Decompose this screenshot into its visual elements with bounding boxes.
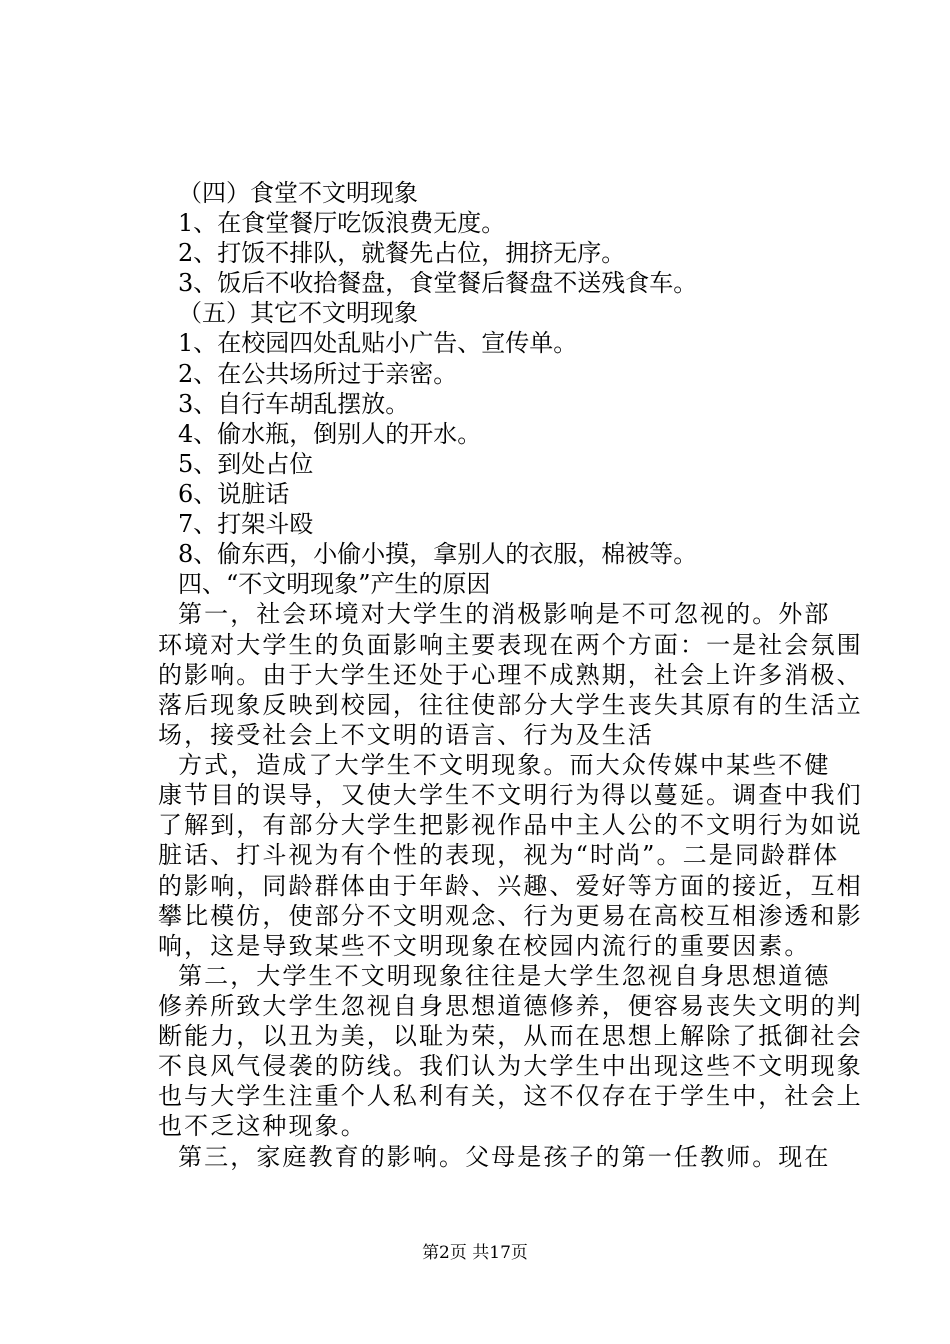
section-heading-canteen: （四）食堂不文明现象: [178, 179, 418, 207]
paragraph-line: 响，这是导致某些不文明现象在校园内流行的重要因素。: [158, 932, 811, 960]
list-item: 8、偷东西，小偷小摸，拿别人的衣服，棉被等。: [178, 540, 698, 568]
list-item: 7、打架斗殴: [178, 510, 314, 538]
paragraph-line: 场，接受社会上不文明的语言、行为及生活: [158, 721, 654, 749]
list-item: 5、到处占位: [178, 450, 314, 478]
page-number-footer: 第2页 共17页: [422, 1243, 528, 1263]
paragraph-line: 的影响。由于大学生还处于心理不成熟期，社会上许多消极、: [158, 661, 863, 689]
paragraph-line: 攀比模仿，使部分不文明观念、行为更易在高校互相渗透和影: [158, 902, 863, 930]
paragraph-line: 的影响，同龄群体由于年龄、兴趣、爱好等方面的接近，互相: [158, 872, 863, 900]
section-heading-causes: 四、“不文明现象”产生的原因: [178, 570, 491, 598]
list-item: 6、说脏话: [178, 480, 290, 508]
paragraph-line: 修养所致大学生忽视自身思想道德修养，便容易丧失文明的判: [158, 992, 863, 1020]
paragraph-line: 不良风气侵袭的防线。我们认为大学生中出现这些不文明现象: [158, 1052, 863, 1080]
list-item: 1、在食堂餐厅吃饭浪费无度。: [178, 209, 506, 237]
paragraph-line: 落后现象反映到校园，往往使部分大学生丧失其原有的生活立: [158, 691, 863, 719]
list-item: 2、打饭不排队，就餐先占位，拥挤无序。: [178, 239, 626, 267]
list-item: 2、在公共场所过于亲密。: [178, 360, 458, 388]
paragraph-line: 环境对大学生的负面影响主要表现在两个方面：一是社会氛围: [158, 631, 863, 659]
paragraph-line: 断能力，以丑为美，以耻为荣，从而在思想上解除了抵御社会: [158, 1022, 863, 1050]
paragraph-line: 第二，大学生不文明现象往往是大学生忽视自身思想道德: [178, 962, 831, 990]
list-item: 3、饭后不收拾餐盘，食堂餐后餐盘不送残食车。: [178, 269, 698, 297]
list-item: 1、在校园四处乱贴小广告、宣传单。: [178, 329, 578, 357]
paragraph-line: 方式，造成了大学生不文明现象。而大众传媒中某些不健: [178, 751, 831, 779]
list-item: 3、自行车胡乱摆放。: [178, 390, 410, 418]
paragraph-line: 脏话、打斗视为有个性的表现，视为“时尚”。二是同龄群体: [158, 841, 840, 869]
paragraph-line: 了解到，有部分大学生把影视作品中主人公的不文明行为如说: [158, 811, 863, 839]
paragraph-line: 也不乏这种现象。: [158, 1112, 367, 1140]
list-item: 4、偷水瓶，倒别人的开水。: [178, 420, 482, 448]
paragraph-line: 第三，家庭教育的影响。父母是孩子的第一任教师。现在: [178, 1143, 831, 1171]
paragraph-line: 康节目的误导，又使大学生不文明行为得以蔓延。调查中我们: [158, 781, 863, 809]
paragraph-line: 也与大学生注重个人私利有关，这不仅存在于学生中，社会上: [158, 1082, 863, 1110]
paragraph-line: 第一，社会环境对大学生的消极影响是不可忽视的。外部: [178, 600, 831, 628]
section-heading-other: （五）其它不文明现象: [178, 299, 418, 327]
